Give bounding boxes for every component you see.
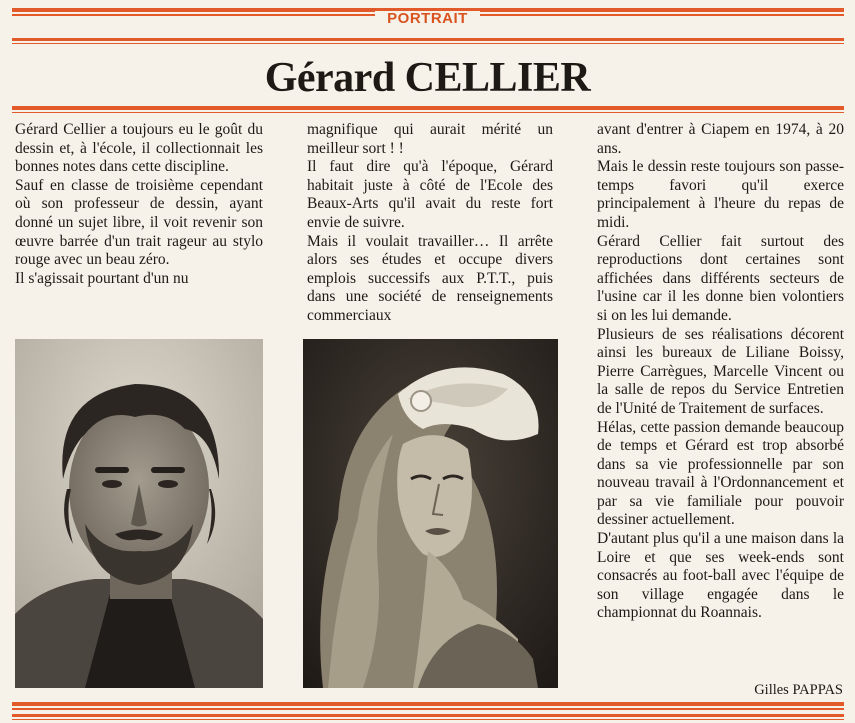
title-rule-top [12, 38, 844, 41]
bottom-rule-thin [12, 708, 844, 710]
bottom-rule-2-thin [12, 719, 844, 720]
article-column-3 [597, 121, 844, 623]
article-column-2 [307, 121, 553, 326]
paragraph: Plusieurs de ses réalisations décorent ainsi les bureaux de Liliane Boissy, Pierre Carrègues, Marcelle Vincent ou la salle de repos du Service Entretien de l'Unité de Traitement de surfaces. [597, 325, 844, 417]
paragraph: avant d'entrer à Ciapem en 1974, à 20 ans. [597, 121, 844, 157]
paragraph: Gérard Cellier a toujours eu le goût du dessin et, à l'école, il collectionnait les bonnes notes dans cette discipline. [15, 121, 263, 176]
paragraph: Hélas, cette passion demande beaucoup de temps et Gérard est trop absorbé dans sa vie professionnelle par son nouveau travail à l'Ordonnancement et par sa vie familiale pour pouvoir dessiner actuellement. [597, 418, 844, 529]
title-rule-bottom [12, 106, 844, 110]
portrait-photo-image [15, 339, 263, 688]
title-rule-top-thin [12, 43, 844, 44]
section-kicker [0, 10, 855, 28]
drawing-photo-image [303, 339, 558, 688]
paragraph: Sauf en classe de troisième cependant où son professeur de dessin, ayant donné un sujet libre, il voit revenir son œuvre barrée d'un trait rageur au stylo rouge avec un beau zéro. [15, 176, 263, 269]
portrait-photo [15, 339, 263, 688]
title-rule-bottom-thin [12, 112, 844, 113]
article-title: Gérard CELLIER [264, 55, 591, 101]
paragraph: Mais il voulait travailler… Il arrête alors ses études et occupe divers emplois successifs aux P.T.T., puis dans une société de renseignements commerciaux [307, 232, 553, 324]
drawing-photo [303, 339, 558, 688]
paragraph: Gérard Cellier fait surtout des reproductions dont certaines sont affichées dans différents secteurs de l'usine car il les donne bien volontiers si on les lui demande. [597, 232, 844, 324]
paragraph: Il faut dire qu'à l'époque, Gérard habitait juste à côté de l'Ecole des Beaux-Arts qu'il avait du reste fort envie de suivre. [307, 158, 553, 231]
section-label: PORTRAIT [375, 11, 480, 27]
article-column-1 [15, 121, 263, 288]
bottom-rule [12, 702, 844, 706]
paragraph: Il s'agissait pourtant d'un nu [15, 269, 189, 287]
bottom-rule-2 [12, 714, 844, 717]
author-signature: Gilles PAPPAS [754, 682, 843, 698]
paragraph: magnifique qui aurait mérité un meilleur sort ! ! [307, 121, 553, 157]
paragraph: Mais le dessin reste toujours son passe-temps favori qu'il exerce principalement à l'heure du repas de midi. [597, 158, 844, 231]
paragraph: D'autant plus qu'il a une maison dans la Loire et que ses week-ends sont consacrés au foot-ball avec l'équipe de son village engagée dans le championnat du Roannais. [597, 530, 844, 622]
